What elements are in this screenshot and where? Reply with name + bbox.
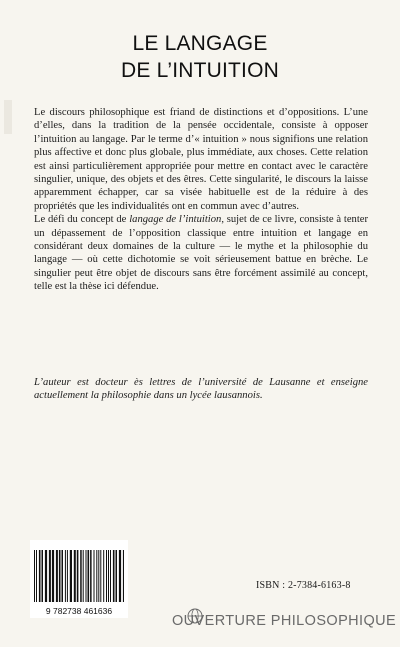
barcode [30, 548, 128, 616]
barcode-bar [67, 550, 68, 602]
series-label: OUVERTURE PHILOSOPHIQUE [172, 613, 397, 629]
barcode-bar [123, 550, 124, 602]
barcode-bar [42, 550, 44, 602]
book-title-line-1: LE LANGAGE [132, 32, 268, 55]
barcode-bar [103, 550, 104, 602]
barcode-bar [56, 550, 58, 602]
barcode-bar [39, 550, 41, 602]
barcode-bar [110, 550, 111, 602]
barcode-bar [96, 550, 97, 602]
series-name [172, 609, 397, 635]
barcode-bar [90, 550, 92, 602]
book-title [0, 30, 400, 84]
barcode-bar [108, 550, 109, 602]
barcode-bar [86, 550, 87, 602]
barcode-bar [77, 550, 79, 602]
cover-edge-mark [4, 100, 12, 134]
barcode-bar [36, 550, 37, 602]
blurb-paragraph-1: Le discours philosophique est friand de distinctions et d’oppositions. L’une d’elles, dans la tradition de la pensée occidentale, consiste à opposer l’intuition au langage. Par le terme d’« intuition » nous signifions une relation plus affective et donc plus globale, plus immédiate, aux choses. Cette relation est ainsi particulièrement appropriée pour mettre en contact avec le caractère singulier, unique, des objets et des êtres. Cette singularité, le discours la laisse apparemment échapper, car sa visée habituelle est de la réduire à des propriétés que les individualités ont en commun avec d’autres. [34, 107, 368, 212]
barcode-bar [98, 550, 99, 602]
barcode-bar [62, 550, 64, 602]
blurb-paragraph-2 [34, 213, 368, 293]
barcode-bar [119, 550, 121, 602]
barcode-bar [100, 550, 101, 602]
barcode-bar [88, 550, 90, 602]
blurb-paragraph-2-end: , sujet de ce livre, consiste à tenter un dépassement de l’opposition classique entre intuition et langage en considérant deux domaines de la culture — le mythe et la philosophie du langage — où cette dichotomie se voit sérieusement battue en brèche. Le singulier peut être objet de discours sans être forcément assimilé au concept, telle est la thèse ici défendue. [34, 214, 368, 293]
barcode-bar [52, 550, 54, 602]
blurb [34, 106, 368, 294]
barcode-bar [80, 550, 82, 602]
barcode-bar [65, 550, 66, 602]
barcode-bar [74, 550, 76, 602]
barcode-digits: 9 782738 461636 [45, 606, 113, 616]
barcode-bar [70, 550, 72, 602]
barcode-bar [45, 550, 47, 602]
barcode-bar [34, 550, 35, 602]
blurb-paragraph-2-start: Le défi du concept de [34, 214, 130, 226]
barcode-bar [94, 550, 95, 602]
isbn: ISBN : 2-7384-6163-8 [256, 580, 351, 591]
barcode-bar [59, 550, 61, 602]
barcode-bar [106, 550, 107, 602]
book-title-line-2: DE L’INTUITION [121, 59, 279, 82]
barcode-bar [113, 550, 115, 602]
barcode-bar [116, 550, 118, 602]
barcode-bar [83, 550, 84, 602]
blurb-paragraph-2-emphasis: langage de l’intuition [129, 214, 222, 226]
barcode-bar [49, 550, 51, 602]
author-bio: L’auteur est docteur ès lettres de l’université de Lausanne et enseigne actuellement la philosophie dans un lycée lausannois. [34, 377, 368, 402]
